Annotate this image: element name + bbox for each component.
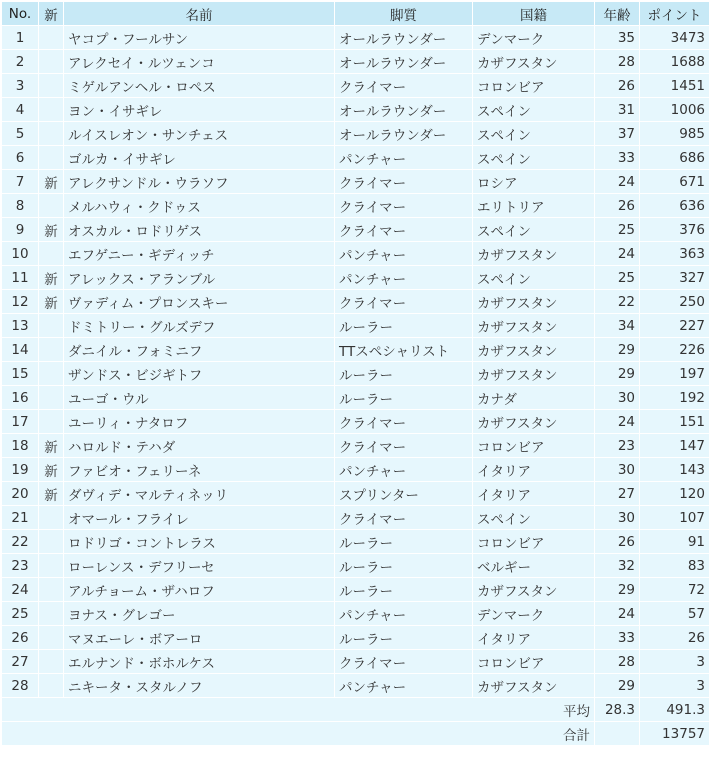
table-row bbox=[2, 602, 710, 626]
cell-points: 147 bbox=[640, 434, 710, 458]
cell-type: クライマー bbox=[335, 218, 473, 242]
cell-no: 11 bbox=[2, 266, 39, 290]
cell-age: 24 bbox=[595, 410, 640, 434]
cell-name: ドミトリー・グルズデフ bbox=[64, 314, 335, 338]
average-points: 491.3 bbox=[640, 698, 710, 722]
cell-country: ベルギー bbox=[473, 554, 595, 578]
cell-new bbox=[39, 386, 64, 410]
cell-country: デンマーク bbox=[473, 602, 595, 626]
table-row bbox=[2, 266, 710, 290]
cell-no: 10 bbox=[2, 242, 39, 266]
cell-country: イタリア bbox=[473, 482, 595, 506]
cell-age: 22 bbox=[595, 290, 640, 314]
cell-country: スペイン bbox=[473, 218, 595, 242]
cell-name: ゴルカ・イサギレ bbox=[64, 146, 335, 170]
cell-name: ファビオ・フェリーネ bbox=[64, 458, 335, 482]
cell-age: 29 bbox=[595, 362, 640, 386]
table-row bbox=[2, 530, 710, 554]
cell-points: 327 bbox=[640, 266, 710, 290]
table-row bbox=[2, 434, 710, 458]
cell-country: コロンビア bbox=[473, 650, 595, 674]
cell-age: 37 bbox=[595, 122, 640, 146]
cell-age: 28 bbox=[595, 50, 640, 74]
cell-name: ミゲルアンヘル・ロペス bbox=[64, 74, 335, 98]
cell-new bbox=[39, 410, 64, 434]
cell-age: 24 bbox=[595, 242, 640, 266]
header-age: 年齢 bbox=[595, 2, 640, 26]
cell-type: ルーラー bbox=[335, 386, 473, 410]
cell-country: カザフスタン bbox=[473, 50, 595, 74]
cell-no: 5 bbox=[2, 122, 39, 146]
cell-points: 107 bbox=[640, 506, 710, 530]
cell-type: パンチャー bbox=[335, 602, 473, 626]
cell-no: 13 bbox=[2, 314, 39, 338]
cell-no: 21 bbox=[2, 506, 39, 530]
cell-no: 6 bbox=[2, 146, 39, 170]
cell-new bbox=[39, 650, 64, 674]
cell-type: オールラウンダー bbox=[335, 26, 473, 50]
cell-age: 31 bbox=[595, 98, 640, 122]
cell-country: イタリア bbox=[473, 626, 595, 650]
cell-country: カザフスタン bbox=[473, 674, 595, 698]
cell-age: 28 bbox=[595, 650, 640, 674]
rider-table bbox=[1, 1, 710, 746]
table-row bbox=[2, 458, 710, 482]
cell-points: 57 bbox=[640, 602, 710, 626]
cell-country: スペイン bbox=[473, 146, 595, 170]
cell-country: カザフスタン bbox=[473, 314, 595, 338]
cell-name: ダニイル・フォミニフ bbox=[64, 338, 335, 362]
cell-type: クライマー bbox=[335, 290, 473, 314]
cell-no: 8 bbox=[2, 194, 39, 218]
cell-points: 143 bbox=[640, 458, 710, 482]
cell-name: オスカル・ロドリゲス bbox=[64, 218, 335, 242]
cell-country: スペイン bbox=[473, 98, 595, 122]
cell-type: スプリンター bbox=[335, 482, 473, 506]
cell-no: 19 bbox=[2, 458, 39, 482]
cell-type: オールラウンダー bbox=[335, 50, 473, 74]
cell-new: 新 bbox=[39, 218, 64, 242]
cell-age: 29 bbox=[595, 338, 640, 362]
cell-new bbox=[39, 506, 64, 530]
cell-name: ダヴィデ・マルティネッリ bbox=[64, 482, 335, 506]
table-row bbox=[2, 674, 710, 698]
cell-points: 227 bbox=[640, 314, 710, 338]
cell-name: ユーリィ・ナタロフ bbox=[64, 410, 335, 434]
cell-new bbox=[39, 602, 64, 626]
cell-type: パンチャー bbox=[335, 266, 473, 290]
cell-name: メルハウィ・クドゥス bbox=[64, 194, 335, 218]
cell-points: 26 bbox=[640, 626, 710, 650]
cell-type: ルーラー bbox=[335, 362, 473, 386]
cell-name: ヴァディム・プロンスキー bbox=[64, 290, 335, 314]
cell-no: 15 bbox=[2, 362, 39, 386]
cell-type: クライマー bbox=[335, 194, 473, 218]
cell-new bbox=[39, 146, 64, 170]
cell-points: 376 bbox=[640, 218, 710, 242]
cell-no: 2 bbox=[2, 50, 39, 74]
cell-points: 91 bbox=[640, 530, 710, 554]
cell-points: 363 bbox=[640, 242, 710, 266]
total-label: 合計 bbox=[2, 722, 595, 746]
cell-points: 636 bbox=[640, 194, 710, 218]
cell-age: 27 bbox=[595, 482, 640, 506]
cell-type: クライマー bbox=[335, 434, 473, 458]
cell-new: 新 bbox=[39, 266, 64, 290]
cell-age: 26 bbox=[595, 74, 640, 98]
cell-name: ニキータ・スタルノフ bbox=[64, 674, 335, 698]
cell-country: デンマーク bbox=[473, 26, 595, 50]
cell-name: ヨナス・グレゴー bbox=[64, 602, 335, 626]
cell-name: ヤコプ・フールサン bbox=[64, 26, 335, 50]
cell-country: コロンビア bbox=[473, 434, 595, 458]
cell-type: オールラウンダー bbox=[335, 98, 473, 122]
cell-name: ヨン・イサギレ bbox=[64, 98, 335, 122]
cell-type: クライマー bbox=[335, 506, 473, 530]
cell-name: アルチョーム・ザハロフ bbox=[64, 578, 335, 602]
cell-points: 671 bbox=[640, 170, 710, 194]
cell-new bbox=[39, 554, 64, 578]
cell-name: マヌエーレ・ボアーロ bbox=[64, 626, 335, 650]
cell-no: 22 bbox=[2, 530, 39, 554]
table-row bbox=[2, 362, 710, 386]
cell-age: 35 bbox=[595, 26, 640, 50]
table-row bbox=[2, 26, 710, 50]
cell-new bbox=[39, 74, 64, 98]
cell-new bbox=[39, 674, 64, 698]
cell-new bbox=[39, 338, 64, 362]
header-type: 脚質 bbox=[335, 2, 473, 26]
table-row bbox=[2, 242, 710, 266]
cell-age: 24 bbox=[595, 602, 640, 626]
cell-new bbox=[39, 26, 64, 50]
cell-country: エリトリア bbox=[473, 194, 595, 218]
cell-name: ロドリゴ・コントレラス bbox=[64, 530, 335, 554]
cell-type: クライマー bbox=[335, 170, 473, 194]
table-row bbox=[2, 122, 710, 146]
cell-new bbox=[39, 626, 64, 650]
table-row bbox=[2, 146, 710, 170]
cell-age: 25 bbox=[595, 218, 640, 242]
cell-no: 25 bbox=[2, 602, 39, 626]
total-age-empty bbox=[595, 722, 640, 746]
average-age: 28.3 bbox=[595, 698, 640, 722]
cell-country: ロシア bbox=[473, 170, 595, 194]
cell-name: ザンドス・ビジギトフ bbox=[64, 362, 335, 386]
cell-country: コロンビア bbox=[473, 530, 595, 554]
cell-type: クライマー bbox=[335, 74, 473, 98]
table-row bbox=[2, 482, 710, 506]
cell-points: 197 bbox=[640, 362, 710, 386]
cell-no: 23 bbox=[2, 554, 39, 578]
cell-age: 26 bbox=[595, 530, 640, 554]
cell-name: エルナンド・ボホルケス bbox=[64, 650, 335, 674]
cell-name: オマール・フライレ bbox=[64, 506, 335, 530]
cell-new bbox=[39, 314, 64, 338]
cell-name: ハロルド・テハダ bbox=[64, 434, 335, 458]
cell-type: クライマー bbox=[335, 410, 473, 434]
average-label: 平均 bbox=[2, 698, 595, 722]
cell-type: ルーラー bbox=[335, 554, 473, 578]
cell-age: 25 bbox=[595, 266, 640, 290]
cell-points: 3 bbox=[640, 674, 710, 698]
cell-points: 120 bbox=[640, 482, 710, 506]
table-row bbox=[2, 50, 710, 74]
cell-age: 30 bbox=[595, 506, 640, 530]
table-row bbox=[2, 650, 710, 674]
cell-no: 27 bbox=[2, 650, 39, 674]
cell-no: 26 bbox=[2, 626, 39, 650]
cell-name: エフゲニー・ギディッチ bbox=[64, 242, 335, 266]
cell-new: 新 bbox=[39, 290, 64, 314]
cell-country: イタリア bbox=[473, 458, 595, 482]
cell-no: 1 bbox=[2, 26, 39, 50]
cell-country: カザフスタン bbox=[473, 290, 595, 314]
cell-age: 29 bbox=[595, 578, 640, 602]
header-row bbox=[2, 2, 710, 26]
cell-new: 新 bbox=[39, 458, 64, 482]
cell-no: 4 bbox=[2, 98, 39, 122]
cell-new bbox=[39, 530, 64, 554]
cell-no: 16 bbox=[2, 386, 39, 410]
cell-new: 新 bbox=[39, 482, 64, 506]
cell-age: 29 bbox=[595, 674, 640, 698]
cell-type: パンチャー bbox=[335, 242, 473, 266]
cell-points: 686 bbox=[640, 146, 710, 170]
cell-points: 3473 bbox=[640, 26, 710, 50]
cell-new bbox=[39, 50, 64, 74]
table-row bbox=[2, 338, 710, 362]
table-row bbox=[2, 386, 710, 410]
cell-country: カザフスタン bbox=[473, 338, 595, 362]
table-row bbox=[2, 170, 710, 194]
cell-country: スペイン bbox=[473, 122, 595, 146]
table-row bbox=[2, 98, 710, 122]
cell-new: 新 bbox=[39, 434, 64, 458]
cell-name: アレックス・アランブル bbox=[64, 266, 335, 290]
table-row bbox=[2, 74, 710, 98]
cell-new bbox=[39, 122, 64, 146]
total-row bbox=[2, 722, 710, 746]
cell-type: ルーラー bbox=[335, 578, 473, 602]
cell-points: 1451 bbox=[640, 74, 710, 98]
cell-type: パンチャー bbox=[335, 458, 473, 482]
cell-age: 30 bbox=[595, 458, 640, 482]
table-row bbox=[2, 290, 710, 314]
cell-new bbox=[39, 242, 64, 266]
cell-new bbox=[39, 98, 64, 122]
cell-country: カナダ bbox=[473, 386, 595, 410]
cell-no: 28 bbox=[2, 674, 39, 698]
cell-age: 33 bbox=[595, 626, 640, 650]
cell-new: 新 bbox=[39, 170, 64, 194]
cell-age: 32 bbox=[595, 554, 640, 578]
cell-name: ローレンス・デフリーセ bbox=[64, 554, 335, 578]
cell-age: 33 bbox=[595, 146, 640, 170]
cell-points: 72 bbox=[640, 578, 710, 602]
cell-type: パンチャー bbox=[335, 146, 473, 170]
cell-no: 24 bbox=[2, 578, 39, 602]
cell-points: 1688 bbox=[640, 50, 710, 74]
cell-no: 14 bbox=[2, 338, 39, 362]
cell-no: 3 bbox=[2, 74, 39, 98]
cell-new bbox=[39, 578, 64, 602]
cell-age: 23 bbox=[595, 434, 640, 458]
cell-age: 34 bbox=[595, 314, 640, 338]
cell-type: オールラウンダー bbox=[335, 122, 473, 146]
table-row bbox=[2, 506, 710, 530]
cell-country: カザフスタン bbox=[473, 242, 595, 266]
cell-type: パンチャー bbox=[335, 674, 473, 698]
cell-name: アレクサンドル・ウラソフ bbox=[64, 170, 335, 194]
cell-name: ルイスレオン・サンチェス bbox=[64, 122, 335, 146]
cell-age: 30 bbox=[595, 386, 640, 410]
cell-new bbox=[39, 194, 64, 218]
average-row bbox=[2, 698, 710, 722]
cell-age: 26 bbox=[595, 194, 640, 218]
cell-points: 250 bbox=[640, 290, 710, 314]
cell-points: 83 bbox=[640, 554, 710, 578]
cell-new bbox=[39, 362, 64, 386]
table-row bbox=[2, 578, 710, 602]
cell-country: スペイン bbox=[473, 266, 595, 290]
cell-country: スペイン bbox=[473, 506, 595, 530]
cell-type: ルーラー bbox=[335, 314, 473, 338]
cell-no: 7 bbox=[2, 170, 39, 194]
cell-country: カザフスタン bbox=[473, 578, 595, 602]
header-new: 新 bbox=[39, 2, 64, 26]
cell-points: 192 bbox=[640, 386, 710, 410]
header-country: 国籍 bbox=[473, 2, 595, 26]
total-points: 13757 bbox=[640, 722, 710, 746]
cell-points: 985 bbox=[640, 122, 710, 146]
header-no: No. bbox=[2, 2, 39, 26]
header-points: ポイント bbox=[640, 2, 710, 26]
cell-type: TTスペシャリスト bbox=[335, 338, 473, 362]
cell-points: 1006 bbox=[640, 98, 710, 122]
cell-no: 20 bbox=[2, 482, 39, 506]
table-row bbox=[2, 410, 710, 434]
cell-points: 3 bbox=[640, 650, 710, 674]
cell-country: カザフスタン bbox=[473, 362, 595, 386]
cell-country: カザフスタン bbox=[473, 410, 595, 434]
cell-no: 18 bbox=[2, 434, 39, 458]
header-name: 名前 bbox=[64, 2, 335, 26]
cell-age: 24 bbox=[595, 170, 640, 194]
cell-no: 17 bbox=[2, 410, 39, 434]
table-row bbox=[2, 218, 710, 242]
cell-name: ユーゴ・ウル bbox=[64, 386, 335, 410]
cell-points: 151 bbox=[640, 410, 710, 434]
cell-type: ルーラー bbox=[335, 626, 473, 650]
table-row bbox=[2, 314, 710, 338]
table-row bbox=[2, 194, 710, 218]
cell-type: クライマー bbox=[335, 650, 473, 674]
cell-no: 9 bbox=[2, 218, 39, 242]
cell-points: 226 bbox=[640, 338, 710, 362]
cell-country: コロンビア bbox=[473, 74, 595, 98]
table-row bbox=[2, 626, 710, 650]
cell-no: 12 bbox=[2, 290, 39, 314]
table-row bbox=[2, 554, 710, 578]
cell-type: ルーラー bbox=[335, 530, 473, 554]
cell-name: アレクセイ・ルツェンコ bbox=[64, 50, 335, 74]
